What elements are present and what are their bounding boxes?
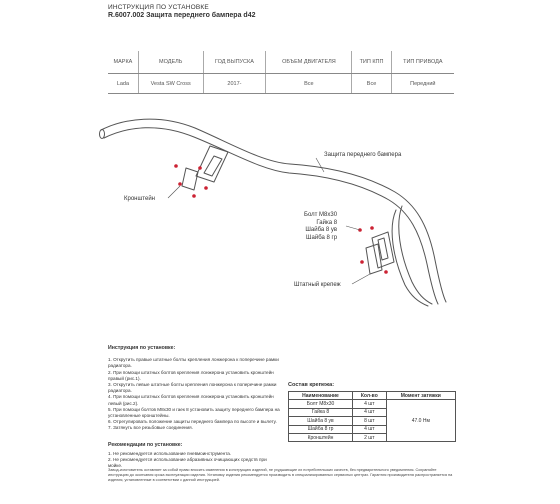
instruction-step: 6. Отрегулировать положение защиты переднего бампера по высоте и вылету. bbox=[108, 419, 277, 425]
fastener-right-4 bbox=[384, 270, 388, 274]
kit-item-name: Шайба 8 ув bbox=[289, 417, 353, 425]
spec-engine: Все bbox=[266, 74, 352, 94]
instruction-step: 5. При помощи болтов M8x30 и гаек 8 установить защиту переднего бампера на установленные кронштейны. bbox=[108, 406, 280, 419]
guard-lower-tube-inner bbox=[392, 210, 428, 306]
left-bracket-plate bbox=[182, 168, 198, 190]
recommendation-item: 2. Не рекомендуется использование абразивных очищающих средств при мойке. bbox=[108, 457, 267, 469]
kit-item-name: Гайка 8 bbox=[289, 408, 353, 416]
instruction-step: 3. Открутить левые штатные болты крепления лонжерона к поперечине рамки радиатора. bbox=[108, 382, 277, 394]
kit-item-qty: 2 шт bbox=[353, 433, 387, 441]
header-line-1: ИНСТРУКЦИЯ ПО УСТАНОВКЕ bbox=[108, 4, 209, 11]
kit-item-qty: 8 шт bbox=[353, 417, 387, 425]
table-row bbox=[289, 400, 456, 408]
label-fastener-bolt: Болт M8x30 bbox=[304, 212, 338, 218]
label-bracket: Кронштейн bbox=[124, 196, 155, 202]
fastener-left-1 bbox=[174, 164, 178, 168]
legal-footer: Завод-изготовитель оставляет за собой право вносить изменения в конструкцию изделий, не ухудшающие их потребительских качеств, без предварительного уведомления. Сохраняйте инструкцию до окончания срока эксплуатации изделия. Установку изделия рекомендуется производить в специализированных сервисных центрах. Гарантия производителя распространяется на изделия, установленные в соответствии с данной инструкцией. bbox=[108, 468, 453, 482]
fastener-kit-table bbox=[288, 391, 456, 442]
label-guard: Защита переднего бампера bbox=[324, 152, 402, 158]
kit-col-qty: Кол-во bbox=[353, 392, 387, 400]
leader-stock-mount bbox=[352, 274, 370, 284]
kit-item-qty: 4 шт bbox=[353, 400, 387, 408]
recommendation-item: 1. Не рекомендуется использование пневмоинструмента. bbox=[108, 450, 232, 456]
left-bracket bbox=[196, 146, 228, 182]
spec-col-model: МОДЕЛЬ bbox=[138, 51, 203, 74]
spec-col-engine: ОБЪЕМ ДВИГАТЕЛЯ bbox=[266, 51, 352, 74]
label-fasteners-group bbox=[304, 212, 337, 242]
leader-fasteners bbox=[346, 226, 360, 230]
instruction-step: 7. Затянуть все резьбовые соединения. bbox=[108, 425, 193, 431]
leader-guard bbox=[316, 158, 324, 172]
fastener-right-2 bbox=[370, 226, 374, 230]
fastener-left-4 bbox=[204, 186, 208, 190]
label-fastener-washer-wide: Шайба 8 ув bbox=[305, 227, 338, 233]
recommendations-title: Рекомендации по установке: bbox=[108, 441, 183, 448]
guard-tube-outline-outer bbox=[101, 119, 446, 302]
spec-make: Lada bbox=[108, 74, 138, 94]
fastener-left-2 bbox=[178, 182, 182, 186]
instructions-title: Инструкция по установке: bbox=[108, 345, 176, 351]
fastener-right-3 bbox=[360, 260, 364, 264]
spec-model: Vesta SW Cross bbox=[138, 74, 203, 94]
leader-bracket bbox=[168, 186, 180, 198]
kit-title: Состав крепежа: bbox=[288, 382, 335, 388]
instruction-step: 2. При помощи штатных болтов крепления лонжерона установить кронштейн правый (рис.1). bbox=[108, 369, 274, 381]
kit-item-name: Кронштейн bbox=[289, 433, 353, 441]
kit-item-torque: 47.0 Нм bbox=[386, 400, 455, 442]
spec-drive: Передний bbox=[391, 74, 454, 94]
kit-item-qty: 4 шт bbox=[353, 425, 387, 433]
header-line-2: R.6007.002 Защита переднего бампера d42 bbox=[108, 12, 256, 19]
fastener-left-3 bbox=[198, 166, 202, 170]
label-fastener-nut: Гайка 8 bbox=[316, 219, 338, 226]
fastener-left-5 bbox=[192, 194, 196, 198]
label-fastener-washer-grower: Шайба 8 гр bbox=[306, 234, 338, 241]
kit-item-name: Шайба 8 гр bbox=[289, 425, 353, 433]
instruction-step: 1. Открутить правые штатные болты крепления лонжерона к поперечине рамки радиатора. bbox=[108, 357, 279, 369]
installation-instructions bbox=[108, 345, 280, 469]
left-bracket-slot bbox=[204, 156, 222, 176]
spec-col-year: ГОД ВЫПУСКА bbox=[203, 51, 266, 74]
kit-item-qty: 4 шт bbox=[353, 408, 387, 416]
label-stock-mount: Штатный крепеж bbox=[294, 282, 341, 288]
spec-gearbox: Все bbox=[352, 74, 391, 94]
instruction-step: 4. При помощи штатных болтов крепления лонжерона установить кронштейн левый (рис.2). bbox=[108, 394, 274, 406]
spec-col-make: МАРКА bbox=[108, 51, 138, 74]
spec-year: 2017- bbox=[203, 74, 266, 94]
kit-item-name: Болт M8x30 bbox=[289, 400, 353, 408]
right-bracket bbox=[372, 232, 394, 268]
spec-col-drive: ТИП ПРИВОДА bbox=[391, 51, 454, 74]
guard-tube-left-cap bbox=[100, 130, 105, 139]
kit-col-name: Наименование bbox=[289, 392, 353, 400]
kit-header-row bbox=[289, 392, 456, 400]
kit-col-torque: Момент затяжки bbox=[386, 392, 455, 400]
spec-col-gearbox: ТИП КПП bbox=[352, 51, 391, 74]
guard-lower-tube bbox=[399, 206, 432, 304]
